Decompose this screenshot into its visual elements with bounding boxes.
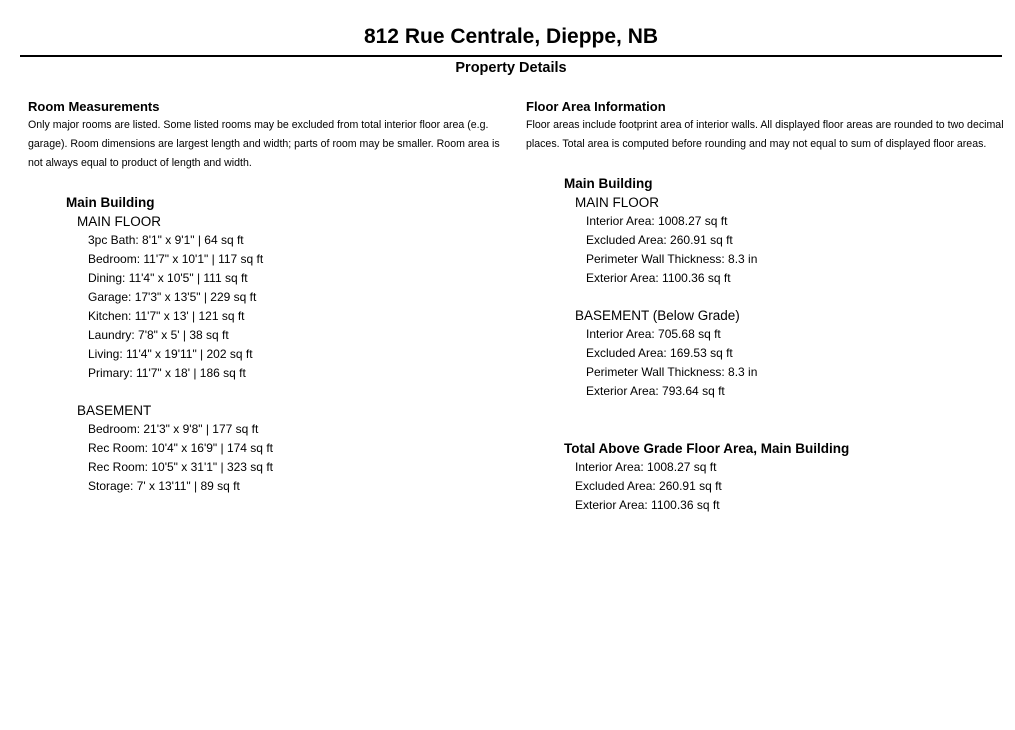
total-area-item: Excluded Area: 260.91 sq ft	[575, 479, 722, 493]
room-list	[66, 193, 508, 496]
building-name: Main Building	[66, 195, 155, 210]
building-name: Main Building	[564, 176, 653, 191]
floor-area-description: Floor areas include footprint area of interior walls. All displayed floor areas are rounded to two decimal places. Total area is computed before rounding and may not equal to sum of displayed floor areas.	[526, 119, 1004, 150]
room-item: Living: 11'4" x 19'11" | 202 sq ft	[88, 347, 253, 361]
area-item: Interior Area: 705.68 sq ft	[586, 327, 721, 341]
room-item: Garage: 17'3" x 13'5" | 229 sq ft	[88, 290, 257, 304]
room-item: Rec Room: 10'5" x 31'1" | 323 sq ft	[88, 460, 273, 474]
floor-name: BASEMENT	[77, 403, 152, 418]
room-measurements-section	[28, 98, 508, 496]
area-item: Perimeter Wall Thickness: 8.3 in	[586, 365, 758, 379]
floor-name: MAIN FLOOR	[575, 195, 660, 210]
floor-area-section	[526, 98, 1006, 515]
area-item: Exterior Area: 793.64 sq ft	[586, 384, 725, 398]
room-item: 3pc Bath: 8'1" x 9'1" | 64 sq ft	[88, 233, 244, 247]
total-area-item: Exterior Area: 1100.36 sq ft	[575, 498, 720, 512]
floor-area-heading: Floor Area Information	[526, 99, 666, 114]
room-item: Rec Room: 10'4" x 16'9" | 174 sq ft	[88, 441, 273, 455]
floor-area-list	[564, 174, 1006, 515]
room-item: Bedroom: 11'7" x 10'1" | 117 sq ft	[88, 252, 264, 266]
page-title: 812 Rue Centrale, Dieppe, NB	[363, 25, 659, 48]
area-item: Exterior Area: 1100.36 sq ft	[586, 271, 731, 285]
room-item: Kitchen: 11'7" x 13' | 121 sq ft	[88, 309, 245, 323]
room-item: Bedroom: 21'3" x 9'8" | 177 sq ft	[88, 422, 259, 436]
area-item: Perimeter Wall Thickness: 8.3 in	[586, 252, 758, 266]
title-divider	[20, 55, 1002, 57]
area-item: Excluded Area: 260.91 sq ft	[586, 233, 733, 247]
area-item: Interior Area: 1008.27 sq ft	[586, 214, 728, 228]
floor-name: MAIN FLOOR	[77, 214, 162, 229]
page-subtitle: Property Details	[455, 60, 567, 76]
room-measurements-heading: Room Measurements	[28, 99, 160, 114]
room-item: Primary: 11'7" x 18' | 186 sq ft	[88, 366, 246, 380]
room-item: Laundry: 7'8" x 5' | 38 sq ft	[88, 328, 229, 342]
total-area-item: Interior Area: 1008.27 sq ft	[575, 460, 717, 474]
area-item: Excluded Area: 169.53 sq ft	[586, 346, 733, 360]
floor-name: BASEMENT (Below Grade)	[575, 308, 740, 323]
room-item: Storage: 7' x 13'11" | 89 sq ft	[88, 479, 240, 493]
total-area-heading: Total Above Grade Floor Area, Main Building	[564, 441, 850, 456]
room-item: Dining: 11'4" x 10'5" | 111 sq ft	[88, 271, 248, 285]
room-measurements-description: Only major rooms are listed. Some listed rooms may be excluded from total interior floor area (e.g. garage). Room dimensions are largest length and width; parts of room may be smaller. Room area is not always equal to product of length and width.	[28, 119, 500, 169]
